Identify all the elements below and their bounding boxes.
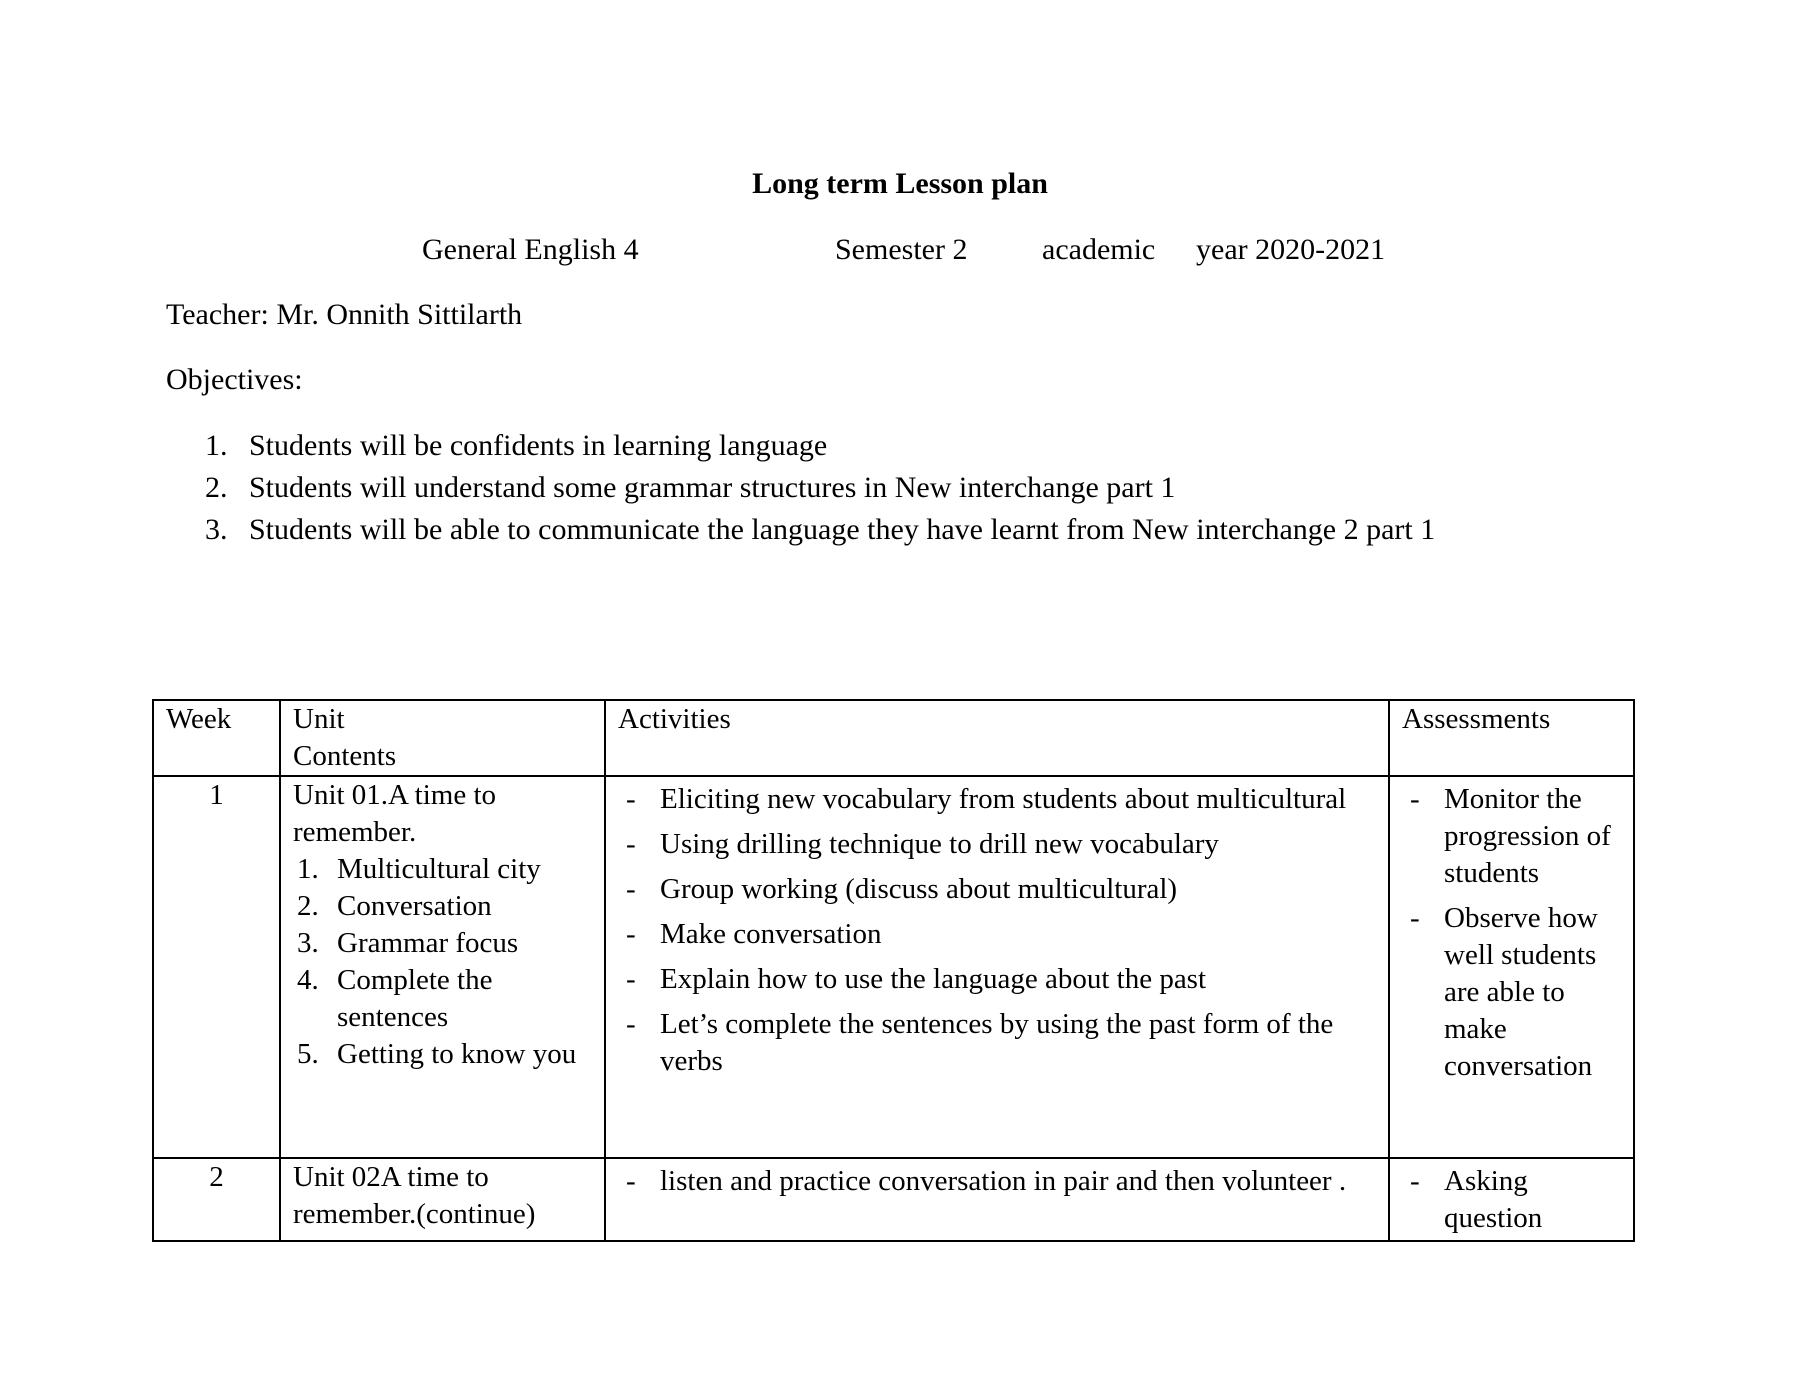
academic-year: year 2020-2021 [1196, 233, 1386, 266]
list-item: - Asking question [1402, 1163, 1621, 1237]
course-name: General English 4 [422, 233, 639, 266]
list-item [293, 1036, 592, 1073]
unit-title: Unit 01.A time to remember. [293, 779, 496, 848]
list-item: - Using drilling technique to drill new vocabulary [618, 826, 1376, 863]
list-item: - Make conversation [618, 916, 1376, 953]
item-number: 3. [297, 927, 319, 959]
item-number: 1. [297, 853, 319, 885]
week-cell [153, 1158, 280, 1241]
activities-cell [605, 1158, 1389, 1241]
item-text: Complete the sentences [337, 964, 493, 1033]
header-assessments-text: Assessments [1402, 703, 1551, 735]
header-week [153, 700, 280, 776]
list-item: - Let’s complete the sentences by using the past form of the verbs [618, 1006, 1376, 1080]
item-number: 2. [297, 890, 319, 922]
list-item: - Explain how to use the language about the past [618, 961, 1376, 998]
objective-number: 2. [205, 471, 228, 504]
header-unit-text: Unit [293, 703, 345, 735]
objective-number: 3. [205, 513, 228, 546]
objective-number: 1. [205, 429, 228, 462]
item-number: 4. [297, 964, 319, 996]
teacher-line: Teacher: Mr. Onnith Sittilarth [166, 298, 523, 331]
objective-text: Students will understand some grammar structures in New interchange part 1 [249, 471, 1176, 504]
week-number: 2 [209, 1161, 224, 1193]
list-item: - Monitor the progression of students [1402, 781, 1621, 892]
assessments-list [1402, 1163, 1621, 1237]
list-item [293, 925, 592, 962]
table-header-row [153, 700, 1634, 776]
list-item [293, 888, 592, 925]
assessments-cell [1389, 1158, 1634, 1241]
unit-item-list [293, 851, 592, 1073]
item-text: Multicultural city [337, 853, 541, 885]
item-text: Grammar focus [337, 927, 519, 959]
item-text: Conversation [337, 890, 492, 922]
lesson-plan-table [152, 699, 1635, 1242]
list-item [293, 851, 592, 888]
item-number: 5. [297, 1038, 319, 1070]
header-activities [605, 700, 1389, 776]
week-number: 1 [209, 779, 224, 811]
week-cell [153, 776, 280, 1158]
header-activities-text: Activities [618, 703, 731, 735]
header-week-text: Week [166, 703, 232, 735]
document-title: Long term Lesson plan [752, 167, 1048, 200]
list-item: - Group working (discuss about multicultural) [618, 871, 1376, 908]
objective-item [205, 470, 1175, 506]
objective-text: Students will be confidents in learning language [249, 429, 828, 462]
activities-cell [605, 776, 1389, 1158]
activities-list [618, 781, 1376, 1080]
unit-title: Unit 02A time to remember.(continue) [293, 1161, 536, 1230]
assessments-list [1402, 781, 1621, 1085]
item-text: Getting to know you [337, 1038, 577, 1070]
header-unit-contents [280, 700, 605, 776]
unit-cell [280, 776, 605, 1158]
unit-cell [280, 1158, 605, 1241]
header-contents-text: Contents [293, 740, 397, 772]
list-item: - Observe how well students are able to make conversation [1402, 900, 1621, 1085]
header-assessments [1389, 700, 1634, 776]
list-item [293, 962, 592, 1036]
objective-item [205, 512, 1435, 548]
activities-list [618, 1163, 1376, 1200]
table-row [153, 776, 1634, 1158]
table-row [153, 1158, 1634, 1241]
objectives-label: Objectives: [166, 363, 303, 396]
academic-label: academic [1042, 233, 1156, 266]
objective-text: Students will be able to communicate the language they have learnt from New interchange 2 part 1 [249, 513, 1436, 546]
list-item: - Eliciting new vocabulary from students about multicultural [618, 781, 1376, 818]
semester-label: Semester 2 [835, 233, 968, 266]
objective-item [205, 428, 827, 464]
assessments-cell [1389, 776, 1634, 1158]
list-item: - listen and practice conversation in pair and then volunteer . [618, 1163, 1376, 1200]
